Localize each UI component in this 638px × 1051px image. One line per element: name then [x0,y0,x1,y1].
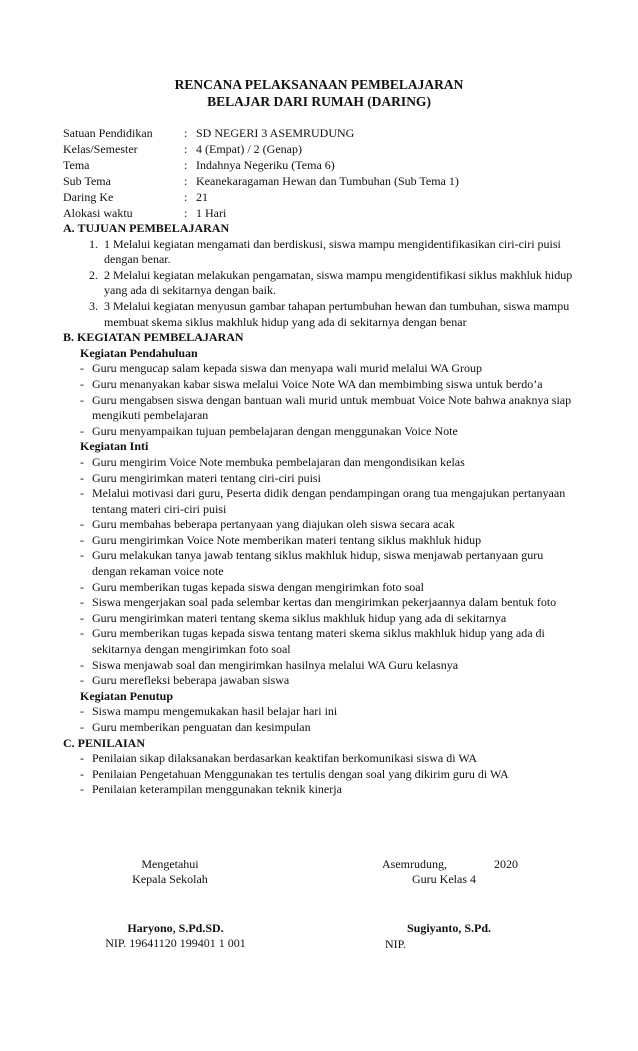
document-title: RENCANA PELAKSANAAN PEMBELAJARAN [174,77,464,92]
pendahuluan-list [63,361,578,439]
list-item: - Guru melakukan tanya jawab tentang siklus makhluk hidup, siswa menjawab pertanyaan guru dengan rekaman voice note [80,548,578,579]
identity-label: Daring Ke [63,190,114,204]
identity-value: 4 (Empat) / 2 (Genap) [196,142,302,156]
list-item: - Penilaian Pengetahuan Menggunakan tes tertulis dengan soal yang dikirim guru di WA [80,767,578,783]
identity-label: Tema [63,158,90,172]
identity-value: 1 Hari [196,206,227,220]
identity-colon: : [184,206,188,220]
penutup-list [63,704,578,735]
list-item: - Penilaian sikap dilaksanakan berdasarkan keaktifan berkomunikasi siswa di WA [80,751,578,767]
identity-row [63,141,583,157]
list-item: - Penilaian keterampilan menggunakan teknik kinerja [80,782,578,798]
signature-right-place: Asemrudung, [382,857,447,871]
identity-label: Satuan Pendidikan [63,126,153,140]
section-b-title: B. KEGIATAN PEMBELAJARAN [63,330,244,345]
section-c-title: C. PENILAIAN [63,735,146,750]
signature-left-line2: Kepala Sekolah [132,872,208,886]
inti-list [63,455,578,689]
list-item: - Guru mengucap salam kepada siswa dan menyapa wali murid melalui WA Group [80,361,578,377]
pendahuluan-title: Kegiatan Pendahuluan [80,345,198,360]
list-item: - Guru merefleksi beberapa jawaban siswa [80,673,578,689]
list-item: - Guru mengirimkan Voice Note memberikan materi tentang siklus makhluk hidup [80,533,578,549]
signature-right-nip: NIP. [385,937,407,951]
identity-label: Kelas/Semester [63,142,138,156]
identity-colon: : [184,174,188,188]
objective-item: 3. 3 Melalui kegiatan menyusun gambar tahapan pertumbuhan hewan dan tumbuhan, siswa mampu membuat skema siklus makhluk hidup yang ada di sekitarnya dengan benar [101,299,578,330]
signature-right-line2: Guru Kelas 4 [412,872,476,886]
signature-left-nip: NIP. 19641120 199401 1 001 [105,936,246,950]
identity-value: 21 [196,190,208,204]
document-subtitle: BELAJAR DARI RUMAH (DARING) [207,94,431,109]
identity-colon: : [184,142,188,156]
rpp-content [63,221,578,798]
list-item: - Guru membahas beberapa pertanyaan yang diajukan oleh siswa secara acak [80,517,578,533]
signature-left-name: Haryono, S.Pd.SD. [127,921,224,935]
objective-item: 2. 2 Melalui kegiatan melakukan pengamatan, siswa mampu mengidentifikasi siklus makhluk hidup yang ada di sekitarnya dengan baik. [101,268,578,299]
identity-row [63,157,583,173]
section-a-title: A. TUJUAN PEMBELAJARAN [63,221,230,235]
identity-colon: : [184,190,188,204]
list-item: - Guru menanyakan kabar siswa melalui Voice Note WA dan membimbing siswa untuk berdo’a [80,377,578,393]
list-item: - Guru mengirim Voice Note membuka pembelajaran dan mengondisikan kelas [80,455,578,471]
penilaian-list [63,751,578,798]
list-item: - Guru mengirimkan materi tentang skema siklus makhluk hidup yang ada di sekitarnya [80,611,578,627]
list-item: - Guru menyampaikan tujuan pembelajaran dengan menggunakan Voice Note [80,424,578,440]
identity-row [63,125,583,141]
identity-row [63,173,583,189]
list-item: - Siswa mampu mengemukakan hasil belajar hari ini [80,704,578,720]
identity-value: Indahnya Negeriku (Tema 6) [196,158,335,172]
signature-right-year: 2020 [494,857,518,871]
list-item: - Guru memberikan penguatan dan kesimpulan [80,720,578,736]
signature-left-line1: Mengetahui [141,857,199,871]
identity-row [63,189,583,205]
signature-left-name-block [88,921,263,951]
list-item: - Guru memberikan tugas kepada siswa tentang materi skema siklus makhluk hidup yang ada di sekitarnya dengan mengirimkan foto soal [80,626,578,657]
list-item: - Siswa mengerjakan soal pada selembar kertas dan mengirimkan pekerjaannya dalam bentuk foto [80,595,578,611]
list-item: - Guru mengabsen siswa dengan bantuan wali murid untuk membuat Voice Note bahwa anaknya siap mengikuti pembelajaran [80,393,578,424]
identity-colon: : [184,126,188,140]
identity-value: Keanekaragaman Hewan dan Tumbuhan (Sub Tema 1) [196,174,459,188]
identity-colon: : [184,158,188,172]
identity-label: Alokasi waktu [63,206,133,220]
identity-value: SD NEGERI 3 ASEMRUDUNG [196,126,355,140]
inti-title: Kegiatan Inti [80,439,149,454]
objective-item: 1. 1 Melalui kegiatan mengamati dan berdiskusi, siswa mampu mengidentifikasikan ciri-ciri puisi dengan benar. [101,237,578,268]
identity-row [63,205,583,221]
signature-left [100,857,240,887]
objectives-list [63,237,578,331]
signature-right-name: Sugiyanto, S.Pd. [407,921,492,935]
list-item: - Guru memberikan tugas kepada siswa dengan mengirimkan foto soal [80,580,578,596]
list-item: - Melalui motivasi dari guru, Peserta didik dengan pendampingan orang tua mengajukan pertanyaan tentang materi ciri-ciri puisi [80,486,578,517]
list-item: - Guru mengirimkan materi tentang ciri-ciri puisi [80,471,578,487]
identity-label: Sub Tema [63,174,111,188]
penutup-title: Kegiatan Penutup [80,688,174,703]
list-item: - Siswa menjawab soal dan mengirimkan hasilnya melalui WA Guru kelasnya [80,658,578,674]
identity-table [63,125,583,221]
